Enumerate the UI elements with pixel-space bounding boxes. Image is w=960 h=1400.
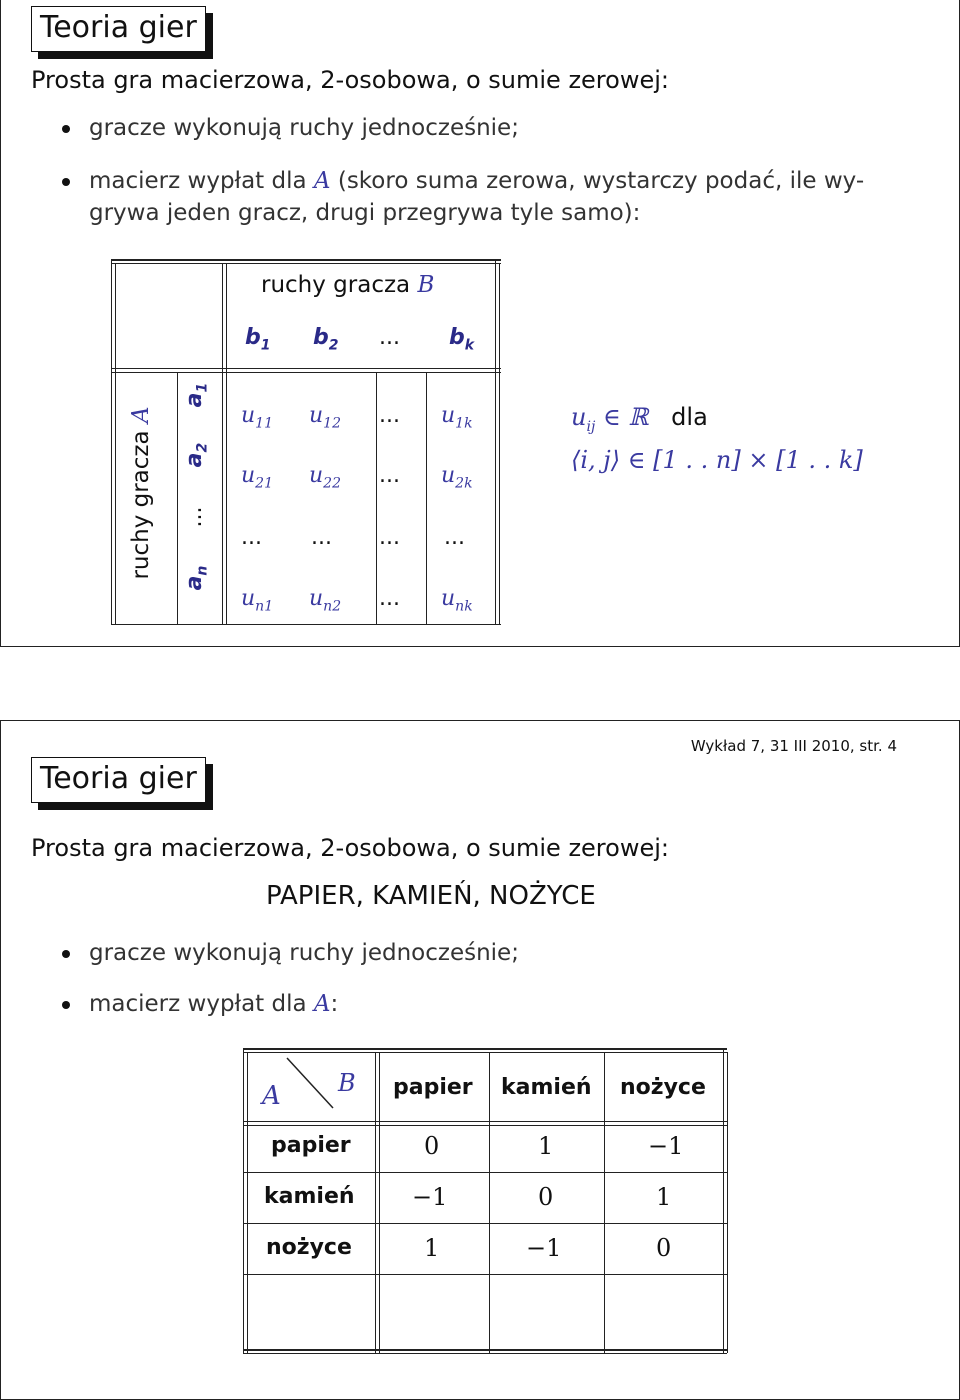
bullet-item: gracze wykonują ruchy jednocześnie; [89, 112, 519, 144]
table-cell: −1 [526, 1234, 562, 1262]
column-label: kamień [501, 1075, 592, 1100]
matrix-cell: $u_{22}$ [309, 463, 341, 492]
bullet-item: gracze wykonują ruchy jednocześnie; [89, 937, 519, 969]
table-cell: −1 [412, 1183, 448, 1211]
slide-1 [0, 0, 960, 647]
column-label: $b_1$ [245, 325, 271, 354]
row-label: kamień [264, 1184, 355, 1209]
slide-title: Teoria gier [31, 757, 206, 803]
column-label: nożyce [620, 1075, 706, 1100]
matrix-cell: ... [379, 525, 400, 550]
row-label: papier [271, 1133, 351, 1158]
slide-heading: Prosta gra macierzowa, 2-osobowa, o sumie zerowej: [31, 834, 669, 862]
table-cell: 1 [656, 1183, 672, 1211]
slide-subheading: PAPIER, KAMIEŃ, NOŻYCE [266, 881, 596, 911]
table-cell: 1 [538, 1132, 554, 1160]
column-label: papier [393, 1075, 473, 1100]
row-label: $a_n$ [182, 565, 211, 591]
matrix-cell: $u_{2k}$ [441, 463, 473, 492]
matrix-cell: $u_{nk}$ [441, 586, 473, 615]
side-note: $u_{ij}$ ∈ ℝ dla [571, 403, 708, 435]
column-label: $b_k$ [449, 325, 475, 354]
matrix-cell: ... [379, 586, 400, 611]
column-label: ... [379, 325, 400, 350]
table-cell: 0 [656, 1234, 672, 1262]
bullet-item: macierz wypłat dla A: [89, 988, 338, 1020]
matrix-cell: ... [444, 525, 465, 550]
corner-label-b: B [338, 1069, 356, 1097]
matrix-cell: ... [311, 525, 332, 550]
slide-title: Teoria gier [31, 6, 206, 52]
slide-2 [0, 720, 960, 1400]
payoff-matrix [1, 0, 959, 646]
matrix-cell: $u_{21}$ [241, 463, 273, 492]
matrix-cell: $u_{12}$ [309, 403, 341, 432]
column-header: ruchy gracza B [261, 272, 435, 298]
matrix-cell: $u_{n2}$ [309, 586, 342, 615]
corner-label-a: A [262, 1081, 281, 1111]
table-cell: 0 [538, 1183, 554, 1211]
row-label: $a_1$ [182, 382, 211, 408]
matrix-cell: ... [241, 525, 262, 550]
matrix-cell: ... [379, 403, 400, 428]
matrix-cell: $u_{11}$ [241, 403, 273, 432]
row-label: $a_2$ [182, 442, 211, 468]
matrix-cell: ... [379, 463, 400, 488]
slide-footer-info: Wykład 7, 31 III 2010, str. 4 [690, 737, 897, 755]
slide-heading: Prosta gra macierzowa, 2-osobowa, o sumie zerowej: [31, 66, 669, 94]
row-label: ... [182, 506, 207, 528]
table-cell: 1 [424, 1234, 440, 1262]
side-note-range: ⟨i, j⟩ ∈ [1 . . n] × [1 . . k] [571, 446, 863, 474]
row-label: nożyce [266, 1235, 352, 1260]
row-header: ruchy gracza A [128, 406, 154, 580]
matrix-cell: $u_{1k}$ [441, 403, 473, 432]
bullet-item: macierz wypłat dla A (skoro suma zerowa, wystarczy podać, ile wy- grywa jeden gracz, drugi przegrywa tyle samo): [89, 165, 864, 229]
table-cell: −1 [648, 1132, 684, 1160]
matrix-cell: $u_{n1}$ [241, 586, 274, 615]
table-cell: 0 [424, 1132, 440, 1160]
column-label: $b_2$ [313, 325, 339, 354]
